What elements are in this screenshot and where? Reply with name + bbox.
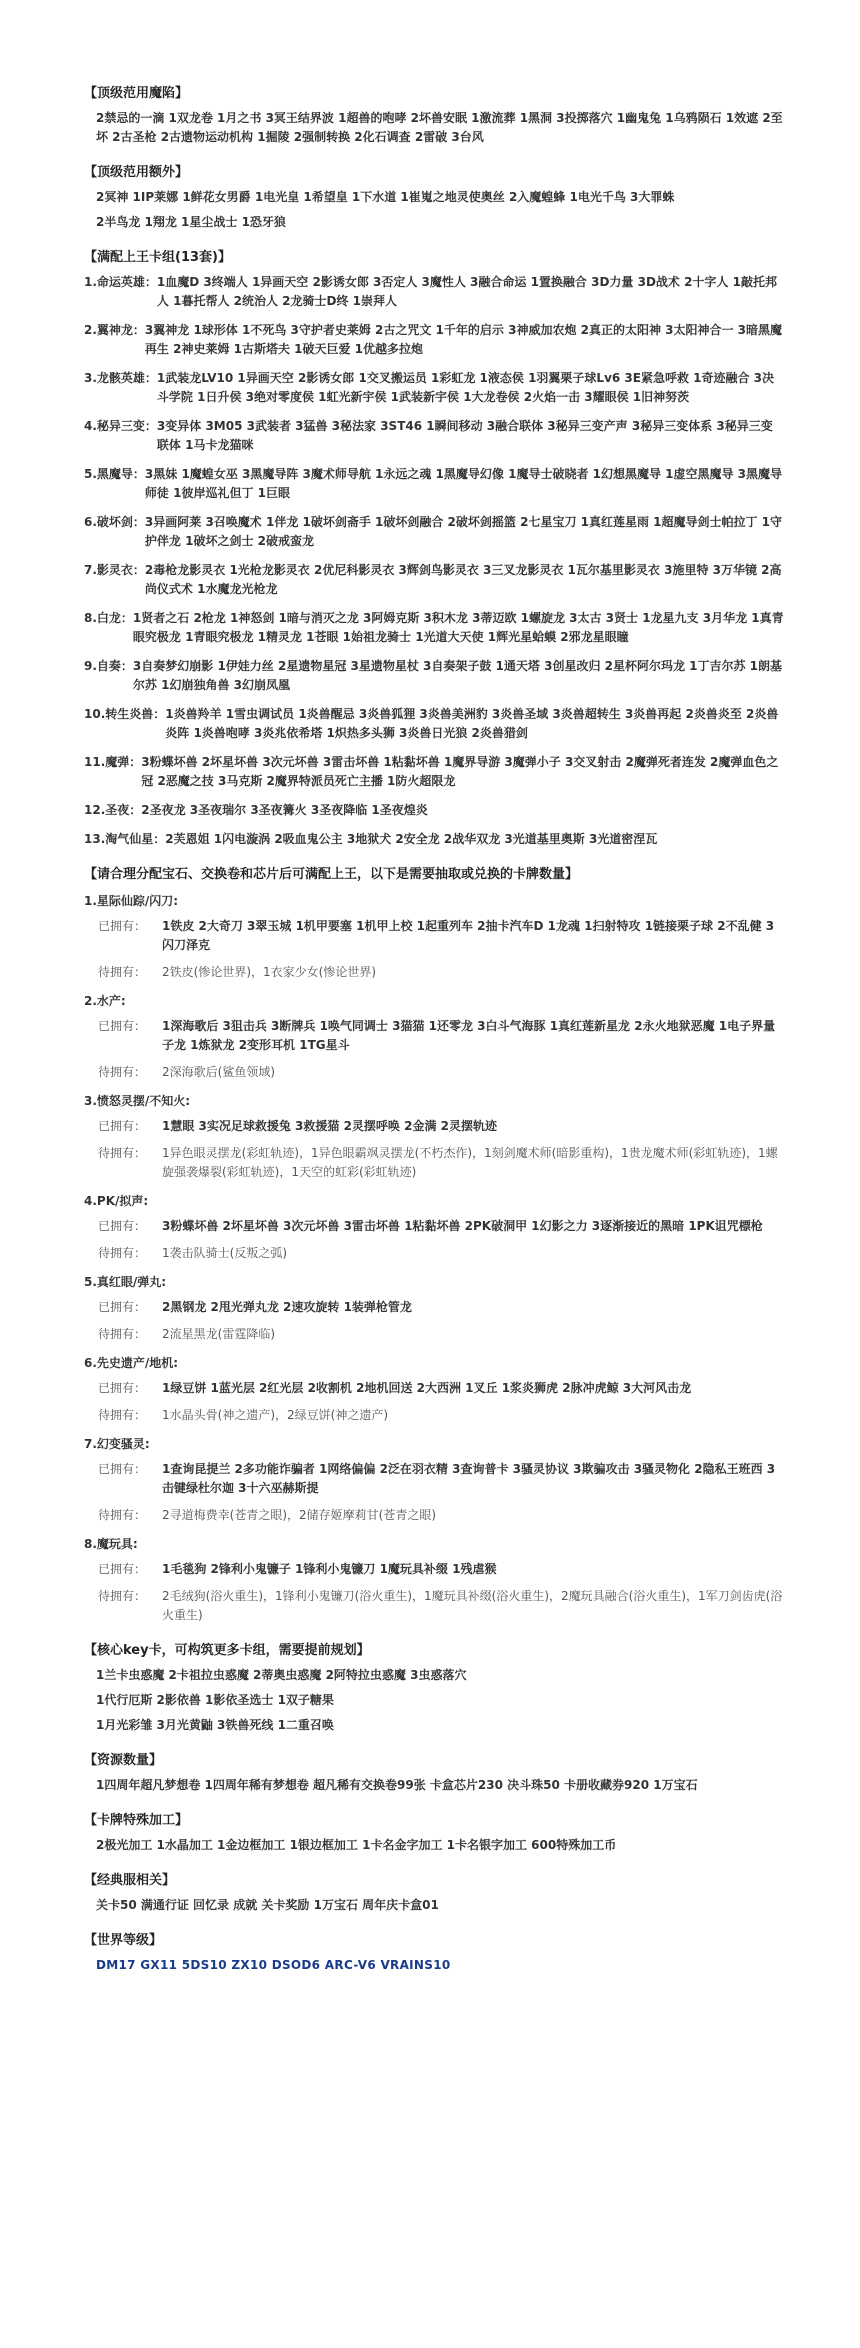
deck-label: 11.魔弹： bbox=[84, 755, 142, 769]
deck-content: 1贤者之石 2枪龙 1神怒剑 1暗与消灭之龙 3阿姆克斯 3积木龙 3蒂迈欧 1螺旋龙 3太古 3贤士 1龙星九支 3月华龙 1真青眼究极龙 1青眼究极龙 1精灵龙 1苍眼 1始祖龙骑士 1光道大天使 1辉光星蛤蟆 2邪龙星眼瞳 bbox=[132, 611, 784, 644]
have-row bbox=[98, 1298, 784, 1317]
need-row bbox=[98, 1325, 784, 1344]
fodder-title: 7.幻变骚灵: bbox=[84, 1437, 150, 1451]
section-paragraph: 1代行厄斯 2影依兽 1影依圣选士 1双子糖果 bbox=[96, 1693, 334, 1707]
deck-content: 3变异体 3M05 3武装者 3猛兽 3秘法家 3ST46 1瞬间移动 3融合联体 3秘异三变产声 3秘异三变体系 3秘异三变联体 1马卡龙猫咪 bbox=[156, 419, 773, 452]
have-content: 3粉蝶坏兽 2坏星坏兽 3次元坏兽 3雷击坏兽 1粘黏坏兽 2PK破洞甲 1幻影之力 3逐渐接近的黑暗 1PK诅咒標枪 bbox=[162, 1219, 763, 1233]
deck-entry bbox=[84, 753, 784, 791]
section-paragraph: 2禁忌的一滴 1双龙卷 1月之书 3冥王结界波 1超兽的咆哮 2坏兽安眠 1激流葬 1黑洞 3投掷落穴 1幽鬼兔 1乌鸦陨石 1效遮 2至坏 2古圣枪 2古遗物运动机构 1掘陵 2强制转换 2化石调查 2雷破 3台风 bbox=[96, 111, 783, 144]
section-paragraph: 2半鸟龙 1翔龙 1星尘战士 1恐牙狼 bbox=[96, 215, 286, 229]
deck-label: 10.转生炎兽： bbox=[84, 707, 166, 721]
deck-label: 7.影灵衣： bbox=[84, 563, 145, 577]
need-row bbox=[98, 1506, 784, 1525]
have-content: 1铁皮 2大奇刀 3翠玉城 1机甲要塞 1机甲上校 1起重列车 2抽卡汽车D 1龙魂 1扫射特攻 1链接栗子球 2不乱健 3闪刀泽克 bbox=[162, 919, 775, 952]
fodder-block bbox=[84, 892, 784, 982]
fodder-block bbox=[84, 1354, 784, 1425]
have-content: 2黑钢龙 2甩光弹丸龙 2速攻旋转 1装弹枪管龙 bbox=[162, 1300, 412, 1314]
need-row bbox=[98, 1587, 784, 1625]
deck-entry bbox=[84, 513, 784, 551]
have-row bbox=[98, 1379, 784, 1398]
deck-label: 2.翼神龙： bbox=[84, 323, 145, 337]
need-row bbox=[98, 963, 784, 982]
have-content: 1深海歌后 3狙击兵 3断牌兵 1唤气同调士 3猫猫 1还零龙 3白斗气海豚 1真红莲新星龙 2永火地狱恶魔 1电子界量子龙 1炼狱龙 2变形耳机 1TG星斗 bbox=[162, 1019, 776, 1052]
have-label: 已拥有： bbox=[98, 1219, 147, 1233]
deck-label: 8.白龙： bbox=[84, 611, 133, 625]
need-content: 2寻道梅费幸(苍青之眼)，2储存姬摩莉甘(苍青之眼) bbox=[162, 1508, 436, 1522]
deck-entry bbox=[84, 417, 784, 455]
need-content: 2铁皮(惨论世界)，1衣家少女(惨论世界) bbox=[162, 965, 376, 979]
deck-label: 1.命运英雄： bbox=[84, 275, 157, 289]
need-label: 待拥有： bbox=[98, 1246, 147, 1260]
need-content: 1袭击队骑士(反叛之弧) bbox=[162, 1246, 287, 1260]
deck-content: 3粉蝶坏兽 2坏星坏兽 3次元坏兽 3雷击坏兽 1粘黏坏兽 1魔界导游 3魔弹小子 3交叉射击 2魔弹死者连发 2魔弹血色之冠 2恶魔之技 3马克斯 2魔界特派员死亡主播 1防火超限龙 bbox=[141, 755, 779, 788]
have-content: 1绿豆饼 1蓝光层 2红光层 2收割机 2地机回送 2大西洲 1叉丘 1浆炎狮虎 2脉冲虎鲸 3大河风击龙 bbox=[162, 1381, 692, 1395]
need-content: 1水晶头骨(神之遗产)，2绿豆饼(神之遗产) bbox=[162, 1408, 388, 1422]
need-label: 待拥有： bbox=[98, 1146, 147, 1160]
deck-label: 9.自奏： bbox=[84, 659, 133, 673]
fodder-block bbox=[84, 992, 784, 1082]
deck-label: 3.龙骸英雄： bbox=[84, 371, 157, 385]
have-row bbox=[98, 1017, 784, 1055]
have-row bbox=[98, 1460, 784, 1498]
section-title: 【卡牌特殊加工】 bbox=[84, 1813, 189, 1828]
deck-entry bbox=[84, 561, 784, 599]
section-paragraph: 关卡50 满通行证 回忆录 成就 关卡奖励 1万宝石 周年庆卡盒01 bbox=[96, 1898, 439, 1912]
need-content: 2毛绒狗(浴火重生)，1锋利小鬼镰刀(浴火重生)，1魔玩具补缀(浴火重生)，2魔玩具融合(浴火重生)，1军刀剑齿虎(浴火重生) bbox=[162, 1589, 783, 1622]
need-label: 待拥有： bbox=[98, 1065, 147, 1079]
fodder-block bbox=[84, 1435, 784, 1525]
deck-content: 3翼神龙 1球形体 1不死鸟 3守护者史莱姆 2古之咒文 1千年的启示 3神威加农炮 2真正的太阳神 3太阳神合一 3暗黑魔再生 2神史莱姆 1古斯塔夫 1破天巨爱 1优越多拉炮 bbox=[144, 323, 783, 356]
have-label: 已拥有： bbox=[98, 1381, 147, 1395]
fodder-block bbox=[84, 1273, 784, 1344]
deck-entry bbox=[84, 321, 784, 359]
section-title: 【核心key卡，可构筑更多卡组，需要提前规划】 bbox=[84, 1643, 370, 1658]
need-row bbox=[98, 1063, 784, 1082]
need-label: 待拥有： bbox=[98, 1589, 147, 1603]
section-title: 【顶级范用额外】 bbox=[84, 165, 189, 180]
world-level-values: DM17 GX11 5DS10 ZX10 DSOD6 ARC-V6 VRAINS10 bbox=[96, 1958, 451, 1972]
need-label: 待拥有： bbox=[98, 1327, 147, 1341]
deck-entry bbox=[84, 369, 784, 407]
fodder-title: 6.先史遗产/地机: bbox=[84, 1356, 179, 1370]
have-row bbox=[98, 1217, 784, 1236]
fodder-title: 2.水产: bbox=[84, 994, 126, 1008]
deck-label: 12.圣夜： bbox=[84, 803, 142, 817]
deck-content: 2毒枪龙影灵衣 1光枪龙影灵衣 2优尼科影灵衣 3辉剑鸟影灵衣 3三叉龙影灵衣 1瓦尔基里影灵衣 3施里特 3万华镜 2高尚仪式术 1水魔龙光枪龙 bbox=[144, 563, 782, 596]
section-title: 【资源数量】 bbox=[84, 1753, 163, 1768]
listing-document bbox=[84, 82, 784, 1981]
need-label: 待拥有： bbox=[98, 965, 147, 979]
deck-content: 3自奏梦幻崩影 1伊娃力丝 2星遗物星冠 3星遗物星杖 3自奏架子鼓 1通天塔 3创星改归 2星杯阿尔玛龙 1丁吉尔苏 1朗基尔苏 1幻崩独角兽 3幻崩凤凰 bbox=[132, 659, 783, 692]
deck-entry bbox=[84, 465, 784, 503]
deck-entry bbox=[84, 609, 784, 647]
section-paragraph: 1四周年超凡梦想卷 1四周年稀有梦想卷 超凡稀有交换卷99张 卡盒芯片230 决斗珠50 卡册收藏券920 1万宝石 bbox=[96, 1778, 698, 1792]
need-content: 2流星黑龙(雷霆降临) bbox=[162, 1327, 275, 1341]
section-paragraph: 2冥神 1IP莱娜 1鲜花女男爵 1电光皇 1希望皇 1下水道 1崔嵬之地灵使奥丝 2入魔蝗蜂 1电光千鸟 3大罪蛛 bbox=[96, 190, 675, 204]
section-title: 【世界等级】 bbox=[84, 1933, 163, 1948]
need-row bbox=[98, 1144, 784, 1182]
have-content: 1查询昆提兰 2多功能诈骗者 1网络偏偏 2泛在羽衣精 3查询普卡 3骚灵协议 3欺骗攻击 3骚灵物化 2隐私王班西 3击键绿杜尔迦 3十六巫赫斯提 bbox=[162, 1462, 776, 1495]
have-label: 已拥有： bbox=[98, 919, 147, 933]
have-label: 已拥有： bbox=[98, 1300, 147, 1314]
deck-content: 3异画阿莱 3召唤魔术 1伴龙 1破坏剑斋手 1破坏剑融合 2破坏剑摇篮 2七星宝刀 1真红莲星雨 1超魔导剑士帕拉丁 1守护伴龙 1破坏之剑士 2破戒蛮龙 bbox=[144, 515, 783, 548]
have-label: 已拥有： bbox=[98, 1119, 147, 1133]
fodder-block bbox=[84, 1535, 784, 1625]
full-deck-header: 【满配上王卡组(13套)】 bbox=[84, 250, 231, 265]
deck-entry bbox=[84, 273, 784, 311]
deck-content: 2芙恩姐 1闪电漩涡 2吸血鬼公主 3地狱犬 2安全龙 2战华双龙 3光道基里奥斯 3光道密涅瓦 bbox=[165, 832, 658, 846]
need-content: 1异色眼灵摆龙(彩虹轨迹)，1异色眼霸飒灵摆龙(不朽杰作)，1刻剑魔术师(暗影重构)，1贵龙魔术师(彩虹轨迹)，1螺旋强袭爆裂(彩虹轨迹)，1天空的虹彩(彩虹轨迹) bbox=[162, 1146, 778, 1179]
deck-label: 13.淘气仙星： bbox=[84, 832, 166, 846]
have-label: 已拥有： bbox=[98, 1562, 147, 1576]
section-title: 【顶级范用魔陷】 bbox=[84, 86, 189, 101]
deck-entry bbox=[84, 801, 784, 820]
fodder-title: 8.魔玩具: bbox=[84, 1537, 138, 1551]
need-label: 待拥有： bbox=[98, 1508, 147, 1522]
deck-content: 1武装龙LV10 1异画天空 2影诱女郎 1交叉搬运员 1彩虹龙 1液态侯 1羽翼栗子球Lv6 3E紧急呼救 1奇迹融合 3决斗学院 1日升侯 3绝对零度侯 1虹光新宇侯 1武装新宇侯 1大龙卷侯 2火焰一击 3耀眼侯 1旧神努茨 bbox=[156, 371, 775, 404]
section-paragraph: 1兰卡虫惑魔 2卡祖拉虫惑魔 2蒂奥虫惑魔 2阿特拉虫惑魔 3虫惑落穴 bbox=[96, 1668, 467, 1682]
deck-content: 1炎兽羚羊 1雪虫调试员 1炎兽醒忌 3炎兽狐狸 3炎兽美洲豹 3炎兽圣域 3炎兽超转生 3炎兽再起 2炎兽炎至 2炎兽炎阵 1炎兽咆哮 3炎兆依希塔 1炽热多头狮 3炎兽日光狼 2炎兽猎剑 bbox=[165, 707, 779, 740]
have-row bbox=[98, 1560, 784, 1579]
need-row bbox=[98, 1406, 784, 1425]
need-row bbox=[98, 1244, 784, 1263]
fodder-header: 【请合理分配宝石、交换卷和芯片后可满配上王，以下是需要抽取或兑换的卡牌数量】 bbox=[84, 867, 579, 882]
deck-content: 1血魔D 3终端人 1异画天空 2影诱女郎 3否定人 3魔性人 3融合命运 1置换融合 3D力量 3D战术 2十字人 1敲托邦人 1暮托帮人 2统治人 2龙骑士D终 1崇拜人 bbox=[156, 275, 777, 308]
fodder-title: 5.真红眼/弹丸: bbox=[84, 1275, 167, 1289]
need-content: 2深海歌后(鲨鱼领域) bbox=[162, 1065, 275, 1079]
fodder-title: 4.PK/拟声: bbox=[84, 1194, 149, 1208]
deck-label: 5.黑魔导： bbox=[84, 467, 145, 481]
deck-label: 4.秘异三变： bbox=[84, 419, 157, 433]
have-row bbox=[98, 1117, 784, 1136]
section-title: 【经典服相关】 bbox=[84, 1873, 176, 1888]
have-row bbox=[98, 917, 784, 955]
deck-content: 2圣夜龙 3圣夜瑞尔 3圣夜篝火 3圣夜降临 1圣夜煌炎 bbox=[141, 803, 428, 817]
fodder-block bbox=[84, 1192, 784, 1263]
have-content: 1毛毯狗 2锋利小鬼镰子 1锋利小鬼镰刀 1魔玩具补缀 1残虐猴 bbox=[162, 1562, 497, 1576]
deck-label: 6.破坏剑： bbox=[84, 515, 145, 529]
section-paragraph: 1月光彩雏 3月光黄鼬 3铁兽死线 1二重召唤 bbox=[96, 1718, 334, 1732]
deck-content: 3黑妹 1魔蝗女巫 3黑魔导阵 3魔术师导航 1永远之魂 1黑魔导幻像 1魔导士破晓者 1幻想黑魔导 1虚空黑魔导 3黑魔导师徒 1彼岸巡礼但丁 1巨眼 bbox=[144, 467, 783, 500]
deck-entry bbox=[84, 830, 784, 849]
have-label: 已拥有： bbox=[98, 1019, 147, 1033]
have-content: 1慧眼 3实况足球救援兔 3救援猫 2灵摆呼唤 2金满 2灵摆轨迹 bbox=[162, 1119, 497, 1133]
fodder-block bbox=[84, 1092, 784, 1182]
need-label: 待拥有： bbox=[98, 1408, 147, 1422]
deck-entry bbox=[84, 705, 784, 743]
have-label: 已拥有： bbox=[98, 1462, 147, 1476]
deck-entry bbox=[84, 657, 784, 695]
section-paragraph: 2极光加工 1水晶加工 1金边框加工 1银边框加工 1卡名金字加工 1卡名银字加工 600特殊加工币 bbox=[96, 1838, 617, 1852]
fodder-title: 1.星际仙踪/闪刀: bbox=[84, 894, 179, 908]
fodder-title: 3.愤怒灵摆/不知火: bbox=[84, 1094, 191, 1108]
